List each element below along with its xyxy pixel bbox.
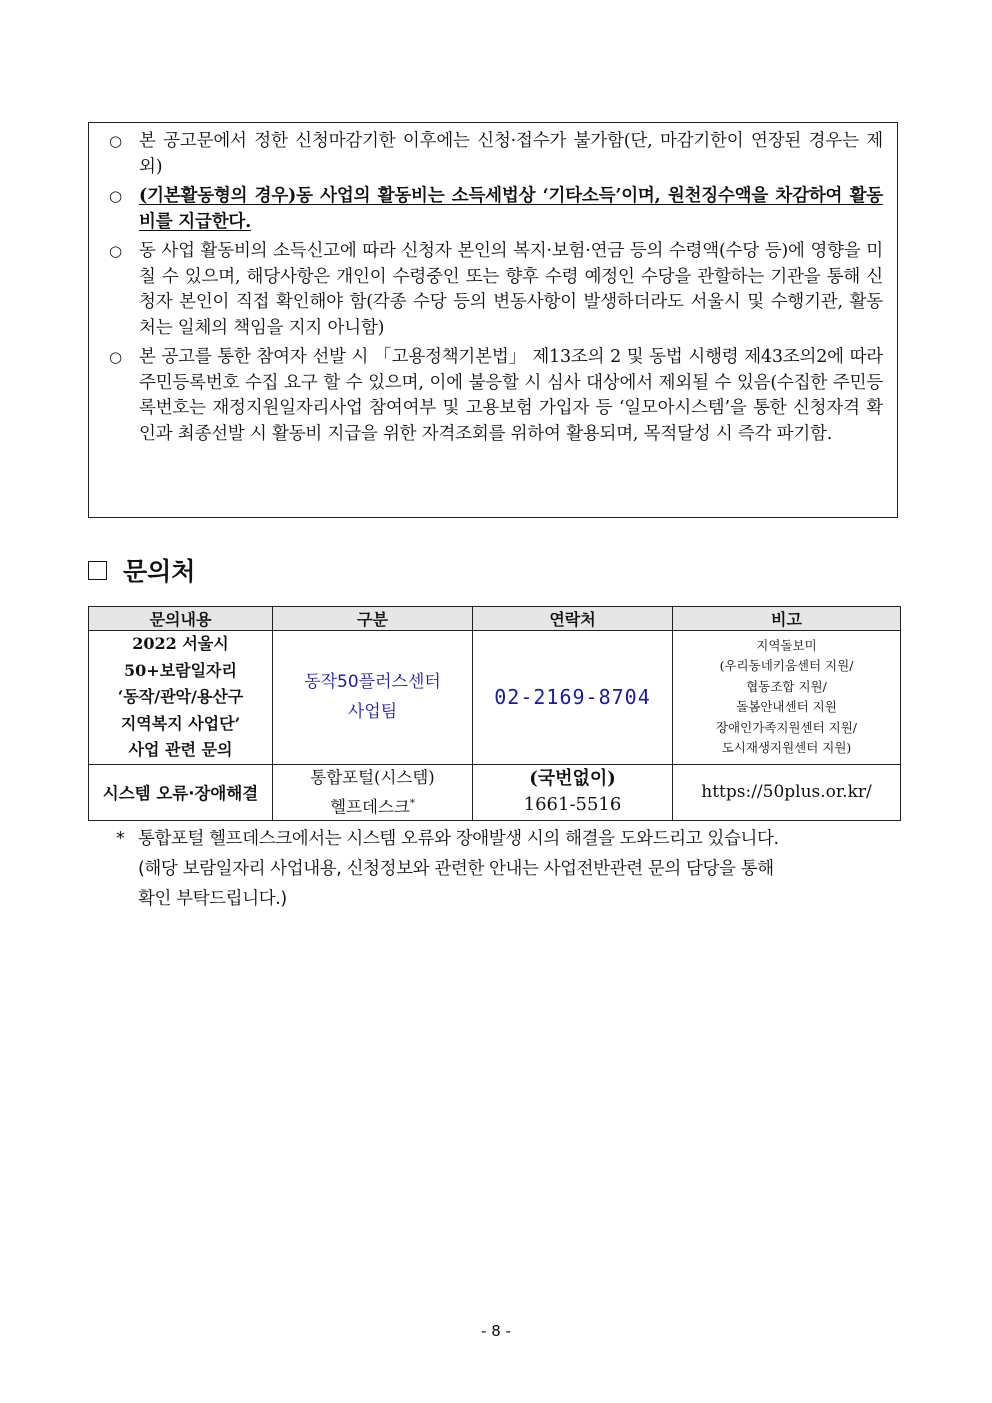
note-line: 협동조합 지원/	[746, 678, 827, 694]
phone-number: 1661-5516	[523, 794, 622, 816]
footnote-text: 통합포털 헬프데스크에서는 시스템 오류와 장애발생 시의 해결을 도와드리고 있습니다.	[138, 829, 779, 849]
circle-bullet-icon: ○	[109, 132, 122, 150]
note-line: 도시재생지원센터 지원)	[721, 740, 852, 756]
notice-item	[105, 129, 883, 180]
contact-table	[88, 606, 901, 821]
table-header-row	[89, 607, 901, 631]
section-title: 문의처	[123, 557, 196, 586]
table-row	[89, 631, 901, 765]
note-cell	[673, 631, 901, 765]
column-header-dept: 구분	[273, 607, 473, 631]
phone-note: (국번없이)	[529, 768, 616, 790]
inquiry-line: 사업 관련 문의	[128, 740, 233, 759]
dept-cell	[273, 631, 473, 765]
notice-item-emphasis	[105, 184, 883, 235]
phone-number: 02-2169-8704	[473, 631, 673, 765]
dept-line-text: 헬프데스크	[330, 797, 410, 816]
table-row	[89, 764, 901, 821]
dept-cell	[273, 764, 473, 821]
column-header-note: 비고	[673, 607, 901, 631]
column-header-inquiry: 문의내용	[89, 607, 273, 631]
asterisk-mark: *	[116, 829, 125, 849]
dept-line: 동작50플러스센터	[304, 672, 441, 693]
inquiry-line: 2022 서울시	[132, 634, 229, 653]
circle-bullet-icon: ○	[109, 242, 122, 260]
notice-item	[105, 345, 883, 447]
footnote-mark: *	[409, 797, 415, 809]
circle-bullet-icon: ○	[109, 348, 122, 366]
notice-item	[105, 239, 883, 341]
notice-text: 본 공고문에서 정한 신청마감기한 이후에는 신청·접수가 불가함(단, 마감기한이 연장된 경우는 제외)	[139, 131, 883, 177]
note-line: 장애인가족지원센터 지원/	[715, 719, 857, 735]
circle-bullet-icon: ○	[109, 187, 122, 205]
inquiry-cell	[89, 631, 273, 765]
website-link[interactable]: https://50plus.or.kr/	[673, 764, 901, 821]
inquiry-line: 50+보람일자리	[124, 660, 237, 680]
footnote-line	[116, 824, 906, 854]
dept-line	[273, 791, 472, 821]
dept-line: 사업팀	[347, 702, 398, 723]
notice-box	[88, 122, 898, 518]
inquiry-line: ‘동작/관악/용산구	[117, 687, 244, 706]
notice-text: (기본활동형의 경우)동 사업의 활동비는 소득세법상 ‘기타소득’이며, 원천징수액을 차감하여 활동비를 지급한다.	[139, 186, 883, 232]
inquiry-cell: 시스템 오류·장애해결	[89, 764, 273, 821]
dept-line: 통합포털(시스템)	[310, 767, 435, 787]
notice-text: 동 사업 활동비의 소득신고에 따라 신청자 본인의 복지·보험·연금 등의 수령액(수당 등)에 영향을 미칠 수 있으며, 해당사항은 개인이 수령중인 또는 향후 수령 예정인 수당을 관할하는 기관을 통해 신청자 본인이 직접 확인해야 함(각종 수당 등의 변동사항이 발생하더라도 서울시 및 수행기관, 활동처는 일체의 책임을 지지 아니함)	[139, 241, 883, 338]
note-line: 지역돌보미	[756, 637, 817, 653]
footnote	[116, 824, 906, 914]
empty-square-icon	[88, 561, 107, 580]
page-number: - 8 -	[481, 1322, 511, 1340]
phone-cell	[473, 764, 673, 821]
footnote-line: 확인 부탁드립니다.)	[138, 889, 287, 909]
column-header-contact: 연락처	[473, 607, 673, 631]
note-line: (우리동네키움센터 지원/	[719, 658, 854, 674]
note-line: 돌봄안내센터 지원	[736, 699, 837, 715]
section-heading	[88, 552, 195, 588]
notice-text: 본 공고를 통한 참여자 선발 시 「고용정책기본법」 제13조의 2 및 동법 시행령 제43조의2에 따라 주민등록번호 수집 요구 할 수 있으며, 이에 불응할 시 심사 대상에서 제외될 수 있음(수집한 주민등록번호는 재정지원일자리사업 참여여부 및 고용보험 가입자 등 ‘일모아시스템’을 통한 신청자격 확인과 최종선발 시 활동비 지급을 위한 자격조회를 위하여 활용되며, 목적달성 시 즉각 파기함.	[139, 347, 883, 444]
inquiry-line: 지역복지 사업단’	[120, 713, 241, 733]
footnote-line: (해당 보람일자리 사업내용, 신청정보와 관련한 안내는 사업전반관련 문의 담당을 통해	[138, 859, 774, 879]
